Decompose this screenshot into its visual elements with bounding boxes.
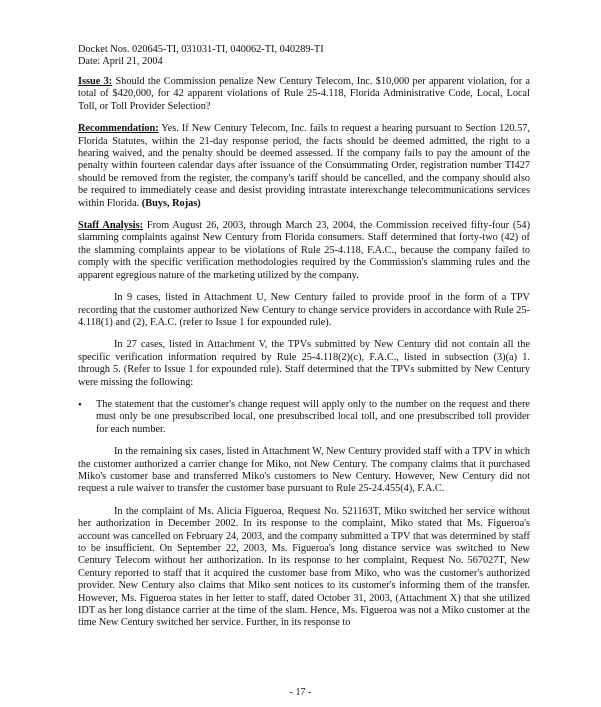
staff-analysis-paragraph [78,220,530,282]
document-body [78,76,530,640]
bullet-icon: • [78,398,82,411]
recommendation-staff: (Buys, Rojas) [141,197,201,209]
staff-analysis-label: Staff Analysis: [78,220,144,232]
missing-statement-bullet [78,399,530,436]
issue-label: Issue 3: [78,76,113,87]
issue-paragraph [78,76,530,113]
page-number: - 17 - [289,687,312,698]
attachment-u-paragraph: In 9 cases, listed in Attachment U, New Century failed to provide proof in the form of a TPV recording that the customer authorized New Century to change service providers in accordance with Rule 25-4.118(1) and (2), F.A.C. (refer to Issue 1 for expounded rule). [78,292,530,328]
docket-numbers: Docket Nos. 020645-TI, 031031-TI, 040062-TI, 040289-TI [78,44,324,55]
recommendation-paragraph [78,123,530,210]
figueroa-paragraph: In the complaint of Ms. Alicia Figueroa, Request No. 521163T, Miko switched her service without her authorization in December 2002. In its response to the complaint, Miko stated that Ms. Figueroa's account was cancelled on February 24, 2003, and the company submitted a TPV that was determined by staff to be insufficient. On September 22, 2003, Ms. Figueroa's long distance service was switched to New Century Telecom without her authorization. In its response to her complaint, Request No. 567027T, New Century reported to staff that it acquired the customer base from Miko, who was the customer's authorized provider. New Century also claims that Miko sent notices to its customer's informing them of the transfer. However, Ms. Figueroa states in her letter to staff, dated October 31, 2003, (Attachment X) that she utilized IDT as her long distance carrier at the time of the slam. Hence, Ms. Figueroa was not a Miko customer at the time New Century switched her service. Further, in its response to [78,505,530,629]
recommendation-text: Yes. If New Century Telecom, Inc. fails to request a hearing pursuant to Section 120.57, Florida Statutes, within the 21-day response period, the facts should be deemed admitted, the right to a hearing waived, and the penalty should be deemed assessed. If the company fails to pay the amount of the penalty within fourteen calendar days after issuance of the Consummating Order, registration number TI427 should be removed from the register, the company's tariff should be cancelled, and the company should also be required to immediately cease and desist providing intrastate interexchange telecommunications services within Florida. [78,123,530,209]
bullet-text: The statement that the customer's change request will apply only to the number on the request and there must only be one presubscribed local, one presubscribed local toll, and one presubscribed toll provider for each number. [96,398,530,435]
attachment-v-paragraph: In 27 cases, listed in Attachment V, the TPVs submitted by New Century did not contain all the specific verification information required by Rule 25-4.118(2)(c), F.A.C., listed in subsection (3)(a) 1. through 5. (Refer to Issue 1 for expounded rule). Staff determined that the TPVs submitted by New Century were missing the following: [78,339,530,388]
document-header [78,44,324,68]
issue-text: Should the Commission penalize New Century Telecom, Inc. $10,000 per apparent violation, for a total of $420,000, for 42 apparent violations of Rule 25-4.118, Florida Administrative Code, Local, Local Toll, or Toll Provider Selection? [78,76,530,112]
staff-analysis-text: From August 26, 2003, through March 23, 2004, the Commission received fifty-four (54) slamming complaints against New Century from Florida consumers. Staff determined that forty-two (42) of the slamming complaints appear to be violations of Rule 25-4.118, F.A.C., because the company failed to comply with the specific verification methodologies required by the Commission's slamming rules and the apparent egregious nature of the marketing utilized by the company. [78,220,530,281]
recommendation-label: Recommendation: [78,123,159,135]
attachment-w-paragraph: In the remaining six cases, listed in Attachment W, New Century provided staff with a TPV in which the customer authorized a carrier change for Miko, not New Century. The company claims that it purchased Miko's customer base and transferred Miko's customers to New Century. However, New Century did not request a rule waiver to transfer the customer base pursuant to Rule 25-24.455(4), F.A.C. [78,446,530,495]
document-date: Date: April 21, 2004 [78,56,163,67]
